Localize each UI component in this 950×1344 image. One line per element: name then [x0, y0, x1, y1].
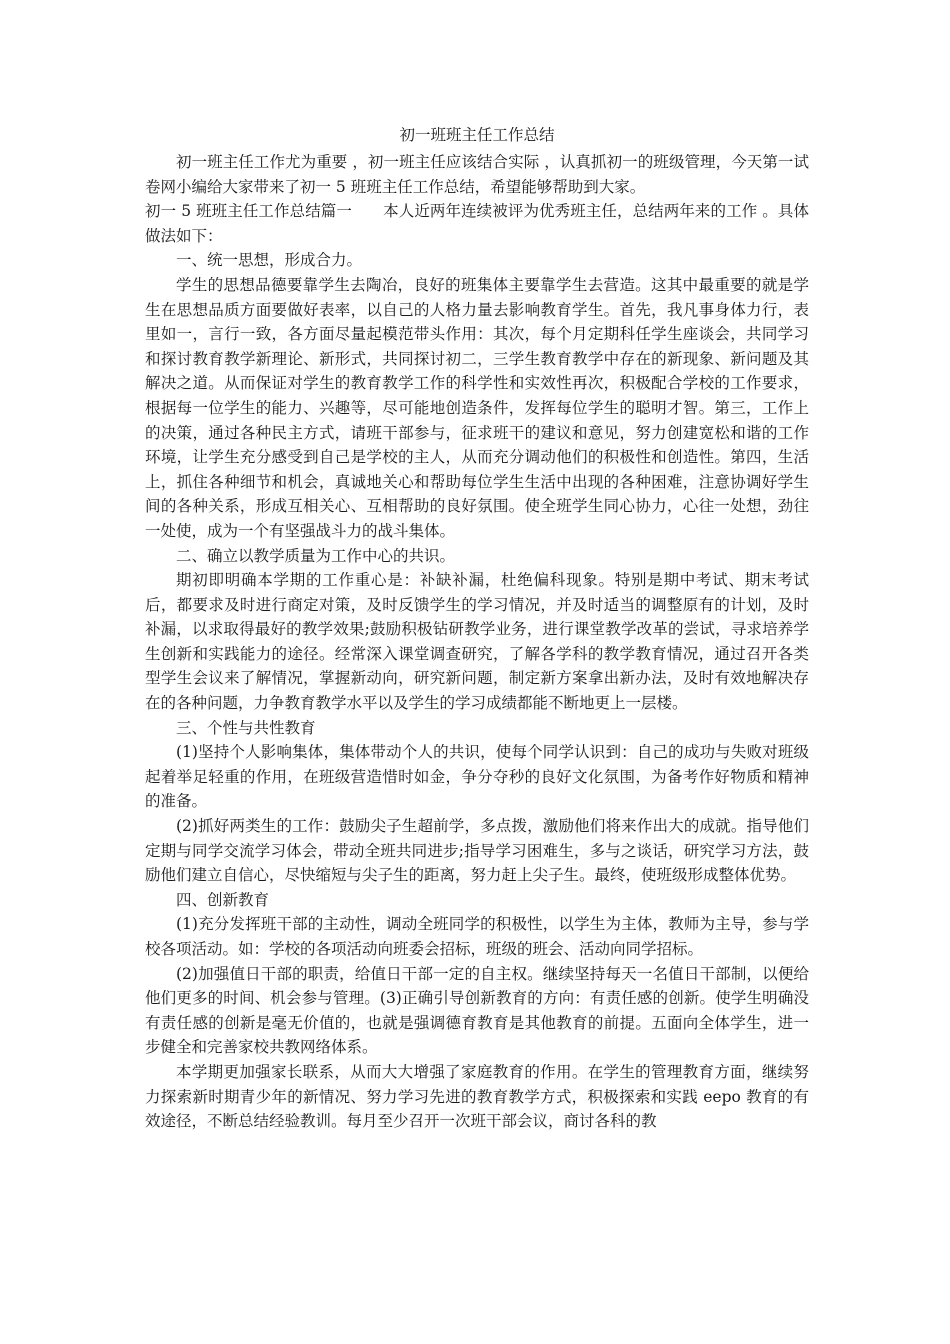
paragraph: 初一 5 班班主任工作总结篇一 本人近两年连续被评为优秀班主任，总结两年来的工作 。具体做法如下： [145, 202, 809, 245]
document-body [145, 150, 809, 1134]
paragraph: 学生的思想品德要靠学生去陶冶，良好的班集体主要靠学生去营造。这其中最重要的就是学生在思想品质方面要做好表率，以自己的人格力量去影响教育学生。首先，我凡事身体力行，表里如一，言行一致，各方面尽量起模范带头作用：其次，每个月定期科任学生座谈会，共同学习和探讨教育教学新理论、新形式，共同探讨初二，三学生教育教学中存在的新现象、新问题及其解决之道。从而保证对学生的教育教学工作的科学性和实效性再次，积极配合学校的工作要求，根据每一位学生的能力、兴趣等，尽可能地创造条件，发挥每位学生的聪明才智。第三，工作上的决策，通过各种民主方式，请班干部参与，征求班干的建议和意见，努力创建宽松和谐的工作环境，让学生充分感受到自己是学校的主人，从而充分调动他们的积极性和创造性。第四，生活上，抓住各种细节和机会，真诚地关心和帮助每位学生生活中出现的各种困难，注意协调好学生间的各种关系，形成互相关心、互相帮助的良好氛围。使全班学生同心协力，心往一处想，劲往一处使，成为一个有坚强战斗力的战斗集体。 [145, 275, 809, 540]
paragraph: (1)充分发挥班干部的主动性，调动全班同学的积极性，以学生为主体，教师为主导，参与学校各项活动。如：学校的各项活动向班委会招标，班级的班会、活动向同学招标。 [145, 915, 809, 958]
paragraph: 期初即明确本学期的工作重心是：补缺补漏，杜绝偏科现象。特别是期中考试、期末考试后，都要求及时进行商定对策，及时反馈学生的学习情况，并及时适当的调整原有的计划，及时补漏，以求取得最好的教学效果;鼓励积极钻研教学业务，进行课堂教学改革的尝试，寻求培养学生创新和实践能力的途径。经常深入课堂调查研究，了解各学科的教学教育情况，通过召开各类型学生会议来了解情况，掌握新动向，研究新问题，制定新方案拿出新办法，及时有效地解决存在的各种问题，力争教育教学水平以及学生的学习成绩都能不断地更上一层楼。 [145, 571, 809, 713]
paragraph: 二、确立以教学质量为工作中心的共识。 [176, 546, 456, 565]
paragraph: 本学期更加强家长联系，从而大大增强了家庭教育的作用。在学生的管理教育方面，继续努力探索新时期青少年的新情况、努力学习先进的教育教学方式，积极探索和实践 eepo 教育的有效途径，不断总结经验教训。每月至少召开一次班干部会议，商讨各科的教 [145, 1062, 809, 1131]
document-title: 初一班班主任工作总结 [399, 126, 555, 144]
paragraph: 三、个性与共性教育 [176, 718, 316, 737]
paragraph: 初一班主任工作尤为重要 ，初一班主任应该结合实际 ，认真抓初一的班级管理，今天第一试卷网小编给大家带来了初一 5 班班主任工作总结，希望能够帮助到大家。 [145, 153, 809, 196]
paragraph: (2)加强值日干部的职责，给值日干部一定的自主权。继续坚持每天一名值日干部制，以便给他们更多的时间、机会参与管理。(3)正确引导创新教育的方向：有责任感的创新。使学生明确没有责任感的创新是毫无价值的，也就是强调德育教育是其他教育的前提。五面向全体学生，进一步健全和完善家校共教网络体系。 [145, 964, 809, 1057]
document-page [145, 120, 809, 1134]
paragraph: (2)抓好两类生的工作：鼓励尖子生超前学，多点拨，激励他们将来作出大的成就。指导他们定期与同学交流学习体会，带动全班共同进步;指导学习困难生，多与之谈话，研究学习方法，鼓励他们建立自信心，尽快缩短与尖子生的距离，努力赶上尖子生。最终，使班级形成整体优势。 [145, 817, 809, 885]
paragraph: 四、创新教育 [176, 890, 270, 909]
paragraph: 一、统一思想，形成合力。 [176, 251, 363, 270]
paragraph: (1)坚持个人影响集体，集体带动个人的共识，使每个同学认识到：自己的成功与失败对班级起着举足轻重的作用，在班级营造惜时如金，争分夺秒的良好文化氛围，为备考作好物质和精神的准备。 [145, 743, 809, 811]
